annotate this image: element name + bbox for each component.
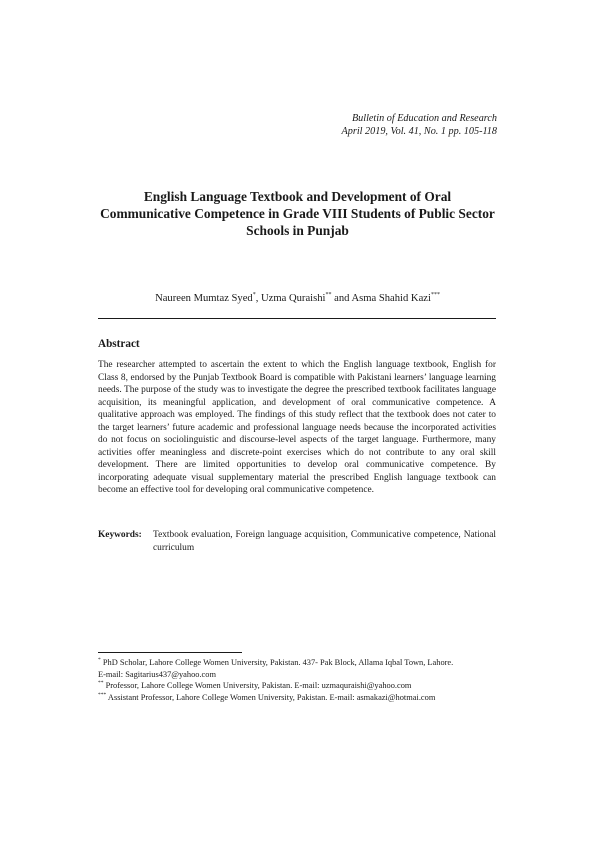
footnote-text: Professor, Lahore College Women University, Pakistan. E-mail: uzmaquraishi@yahoo.com — [105, 681, 412, 691]
author-divider — [98, 318, 496, 319]
footnote-mark: *** — [98, 691, 107, 698]
footnote — [98, 692, 498, 704]
footnote-mark: ** — [98, 680, 104, 687]
author-mark: * — [252, 292, 256, 298]
footnote — [98, 657, 498, 680]
author-mark: ** — [325, 292, 332, 298]
keywords — [98, 529, 496, 554]
keywords-text: Textbook evaluation, Foreign language acquisition, Communicative competence, National curriculum — [153, 530, 496, 553]
author-name: Naureen Mumtaz Syed — [155, 293, 253, 304]
author-mark: *** — [430, 292, 440, 298]
author-separator: , — [255, 293, 262, 304]
journal-header — [342, 113, 497, 138]
paper-title: English Language Textbook and Development of Oral Communicative Competence in Grade VIII Students of Public Sector Schools in Punjab — [100, 189, 495, 239]
author-name: Asma Shahid Kazi — [351, 293, 431, 304]
footnote — [98, 680, 498, 692]
keywords-label: Keywords: — [98, 530, 142, 540]
abstract-heading: Abstract — [98, 338, 140, 350]
author-separator: and — [331, 293, 352, 304]
footnote-text: Assistant Professor, Lahore College Women University, Pakistan. E-mail: asmakazi@hotmai.com — [107, 692, 436, 702]
footnote-divider — [98, 652, 242, 653]
author-line — [98, 292, 497, 305]
footnote-mark: * — [98, 657, 101, 663]
author-name: Uzma Quraishi — [261, 293, 326, 304]
footnotes — [98, 657, 498, 703]
abstract-text: The researcher attempted to ascertain the extent to which the English language textbook, English for Class 8, endorsed by the Punjab Textbook Board is compatible with Pakistani learners’ language learning needs. The purpose of the study was to investigate the degree the prescribed textbook facilitates language acquisition, its meaningful application, and development of oral communicative competence. A qualitative approach was employed. The findings of this study reflect that the textbook does not cater to the target learners’ future academic and professional language needs because the incorporated activities do not focus on sociolinguistic and discourse-level aspects of the target language. Furthermore, many activities offer meaningless and discrete-point exercises which do not contribute to any oral skill development. There are limited opportunities to develop oral communicative competence. By incorporating adequate visual supplementary material the prescribed English language textbook can become an effective tool for developing oral communicative competence. — [98, 360, 496, 496]
footnote-text: PhD Scholar, Lahore College Women University, Pakistan. 437- Pak Block, Allama Iqbal Town, Lahore. — [102, 658, 454, 667]
footnote-text: E-mail: Sagitarius437@yahoo.com — [98, 669, 216, 679]
journal-name: Bulletin of Education and Research — [351, 113, 497, 124]
journal-issue: April 2019, Vol. 41, No. 1 pp. 105-118 — [341, 125, 497, 137]
